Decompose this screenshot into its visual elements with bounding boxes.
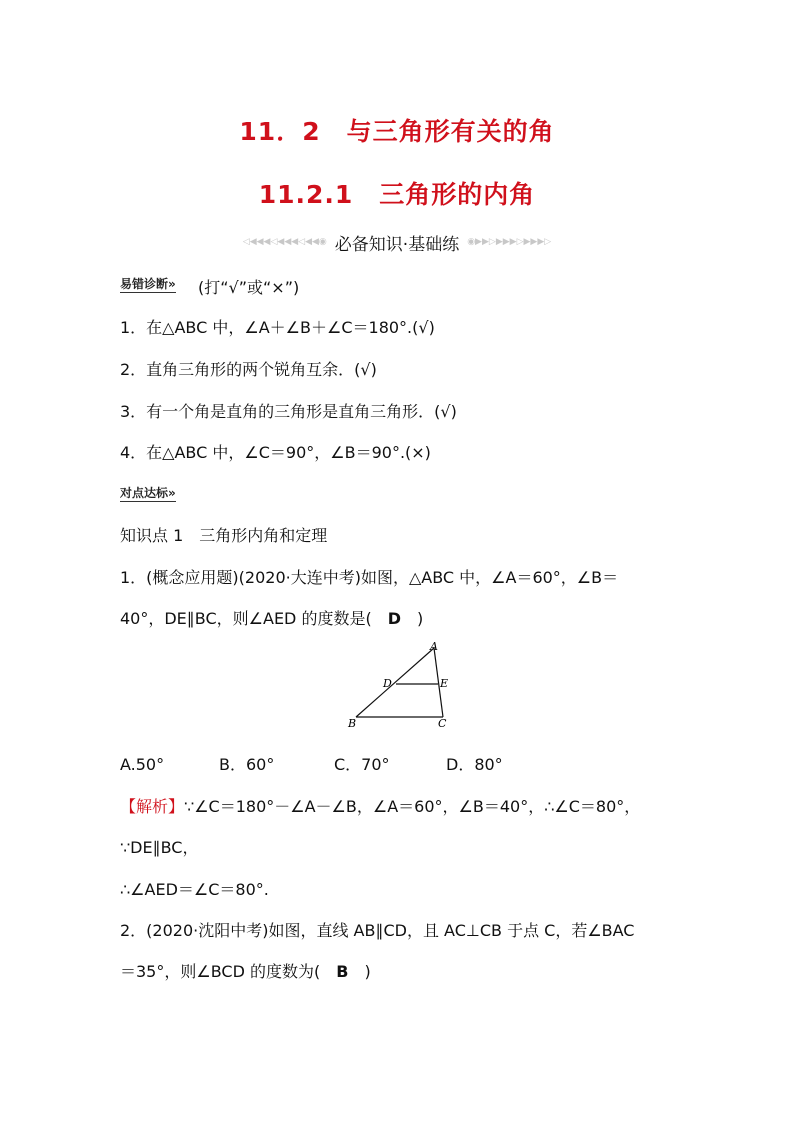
q1-answer: D xyxy=(387,609,401,628)
analysis-text-1: ∵∠C＝180°－∠A－∠B，∠A＝60°，∠B＝40°，∴∠C＝80°， xyxy=(184,797,641,816)
label-c: C xyxy=(438,717,447,730)
section-title: 11.2.1 三角形的内角 xyxy=(258,180,536,209)
section-band xyxy=(230,231,564,253)
q1-close-paren: ) xyxy=(417,609,424,628)
triangle-figure xyxy=(340,640,460,735)
q1-analysis-line-2: ∵DE∥BC， xyxy=(120,838,199,857)
label-b: B xyxy=(348,717,357,730)
knowledge-point: 知识点 1 三角形内角和定理 xyxy=(120,526,328,545)
q2-close-paren: ) xyxy=(364,962,371,981)
band-left-decoration: ◁◀◀◀◁◀◀◀◁◀◀◉ xyxy=(242,237,327,247)
label-a: A xyxy=(430,640,438,653)
label-d: D xyxy=(383,677,392,690)
q1-line-1: 1．(概念应用题)(2020·大连中考)如图，△ABC 中，∠A＝60°，∠B＝ xyxy=(120,568,619,587)
diagnosis-item-1: 1．在△ABC 中，∠A＋∠B＋∠C＝180°.(√) xyxy=(120,318,435,337)
option-c: C．70° xyxy=(334,755,390,774)
q2-answer: B xyxy=(336,962,349,981)
q2-line-2 xyxy=(120,962,371,982)
diagnosis-item-3: 3．有一个角是直角的三角形是直角三角形．(√) xyxy=(120,402,457,421)
q1-analysis-line-1 xyxy=(120,797,640,817)
option-d: D．80° xyxy=(446,755,503,774)
analysis-tag: 【解析】 xyxy=(120,797,185,816)
side-ab xyxy=(356,648,434,717)
band-label: 必备知识·基础练 xyxy=(334,234,460,255)
diagnosis-note: (打“√”或“×”) xyxy=(198,278,300,297)
option-b: B．60° xyxy=(219,755,275,774)
option-a: A.50° xyxy=(120,755,165,774)
q2-line-1: 2．(2020·沈阳中考)如图，直线 AB∥CD，且 AC⊥CB 于点 C，若∠BAC xyxy=(120,921,635,940)
practice-tag: 对点达标» xyxy=(120,486,176,500)
diagnosis-item-2: 2．直角三角形的两个锐角互余．(√) xyxy=(120,360,377,379)
diagnosis-item-4: 4．在△ABC 中，∠C＝90°，∠B＝90°.(×) xyxy=(120,443,431,462)
q2-line-2-text: ＝35°，则∠BCD 的度数为( xyxy=(120,962,321,981)
diagnosis-tag: 易错诊断» xyxy=(120,277,176,291)
q1-line-2-text: 40°，DE∥BC，则∠AED 的度数是( xyxy=(120,609,372,628)
q1-analysis-line-3: ∴∠AED＝∠C＝80°. xyxy=(120,880,269,899)
band-right-decoration: ◉▶▶▷▶▶▶▷▶▶▶▷ xyxy=(467,237,552,247)
chapter-title: 11．2 与三角形有关的角 xyxy=(239,117,555,146)
label-e: E xyxy=(440,677,449,690)
q1-line-2 xyxy=(120,609,423,629)
